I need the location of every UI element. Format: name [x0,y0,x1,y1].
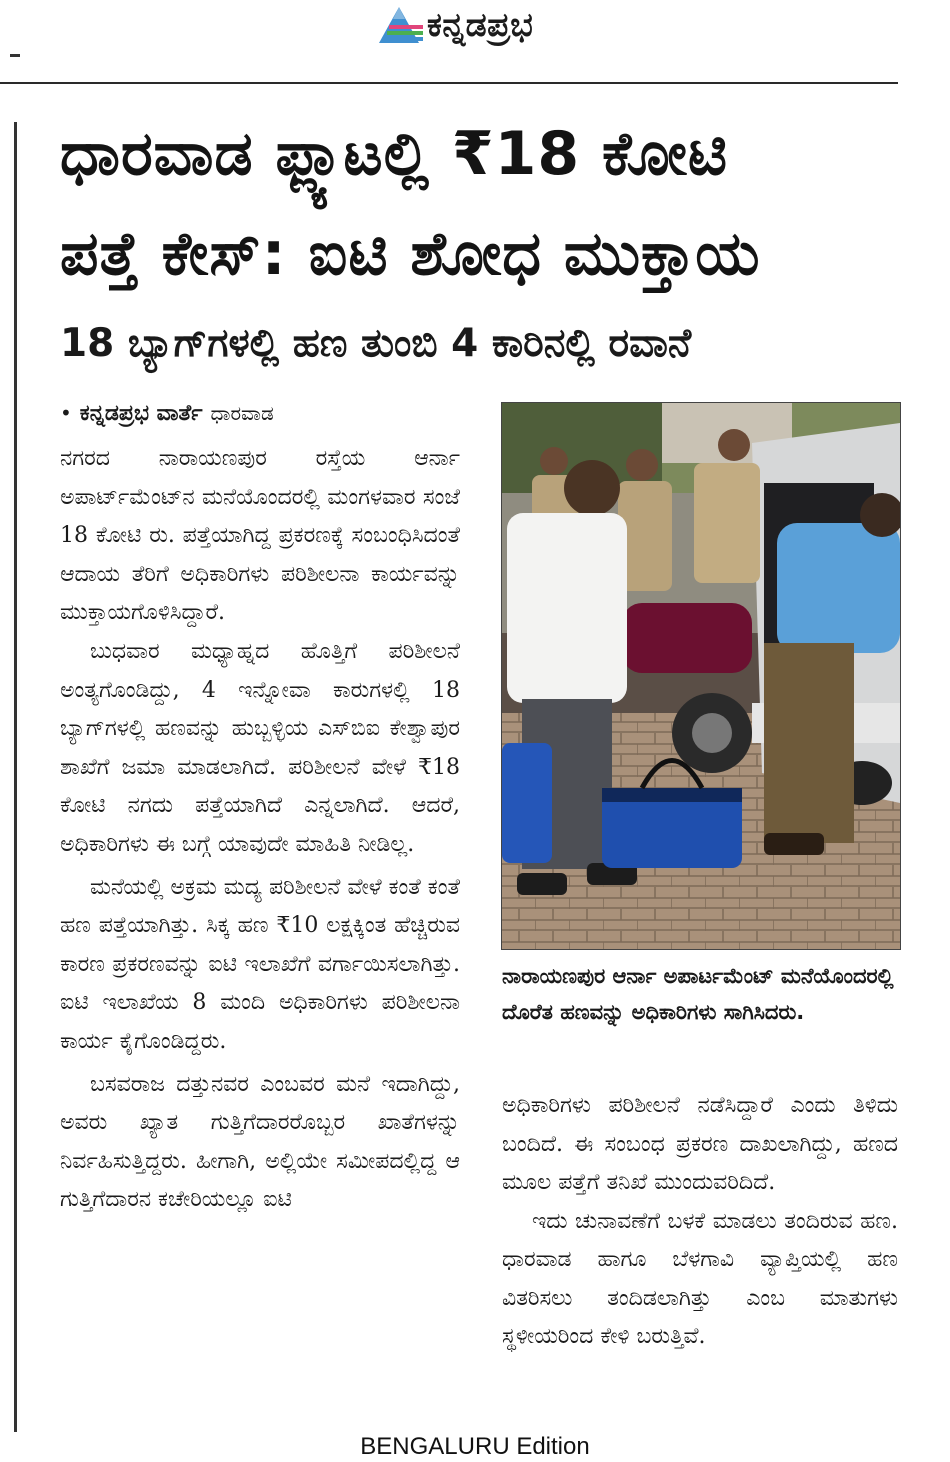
kannada-prabha-logo-icon [375,5,423,45]
masthead-brand-name: ಕನ್ನಡಪ್ರಭ [427,5,534,44]
masthead [0,0,950,82]
paragraph: ಮನೆಯಲ್ಲಿ ಅಕ್ರಮ ಮದ್ಯ ಪರಿಶೀಲನೆ ವೇಳೆ ಕಂತೆ ಕಂತೆ ಹಣ ಪತ್ತೆಯಾಗಿತ್ತು. ಸಿಕ್ಕ ಹಣ ₹10 ಲಕ್ಷಕ್ಕಿಂತ ಹೆಚ್ಚಿರುವ ಕಾರಣ ಪ್ರಕರಣವನ್ನು ಐಟಿ ಇಲಾಖೆಗೆ ವರ್ಗಾಯಿಸಲಾಗಿತ್ತು. ಐಟಿ ಇಲಾಖೆಯ 8 ಮಂದಿ ಅಧಿಕಾರಿಗಳು ಪರಿಶೀಲನಾ ಕಾರ್ಯ ಕೈಗೊಂಡಿದ್ದರು. [60,874,460,1054]
headline [60,104,900,304]
paragraph: ಇದು ಚುನಾವಣೆಗೆ ಬಳಕೆ ಮಾಡಲು ತಂದಿರುವ ಹಣ. ಧಾರವಾಡ ಹಾಗೂ ಬೆಳಗಾವಿ ವ್ಯಾಪ್ತಿಯಲ್ಲಿ ಹಣ ವಿತರಿಸಲು ತಂದಿಡಲಾಗಿತ್ತು ಎಂಬ ಮಾತುಗಳು ಸ್ಥಳೀಯರಿಂದ ಕೇಳಿ ಬರುತ್ತಿವೆ. [502,1208,898,1349]
article-body-right-column [502,1087,898,1357]
paragraph: ಬುಧವಾರ ಮಧ್ಯಾಹ್ನದ ಹೊತ್ತಿಗೆ ಪರಿಶೀಲನೆ ಅಂತ್ಯಗೊಂಡಿದ್ದು, 4 ಇನ್ನೋವಾ ಕಾರುಗಳಲ್ಲಿ 18 ಬ್ಯಾಗ್‌ಗಳಲ್ಲಿ ಹಣವನ್ನು ಹುಬ್ಬಳ್ಳಿಯ ಎಸ್‌ಬಿಐ ಕೇಶ್ವಾಪುರ ಶಾಖೆಗೆ ಜಮಾ ಮಾಡಲಾಗಿದೆ. ಪರಿಶೀಲನೆ ವೇಳೆ ₹18 ಕೋಟಿ ನಗದು ಪತ್ತೆಯಾಗಿದೆ ಎನ್ನಲಾಗಿದೆ. ಆದರೆ, ಅಧಿಕಾರಿಗಳು ಈ ಬಗ್ಗೆ ಯಾವುದೇ ಮಾಹಿತಿ ನೀಡಿಲ್ಲ. [60,638,460,857]
edition-label: BENGALURU Edition [360,1433,590,1460]
article-body-left-column [60,440,460,1220]
byline-location: ಧಾರವಾಡ [210,401,274,425]
photo-caption: ನಾರಾಯಣಪುರ ಆರ್ನಾ ಅಪಾರ್ಟಮೆಂಟ್ ಮನೆಯೊಂದರಲ್ಲಿ ದೊರೆತ ಹಣವನ್ನು ಅಧಿಕಾರಿಗಳು ಸಾಗಿಸಿದರು. [502,964,894,1024]
headline-line-1: ಧಾರವಾಡ ಫ್ಲ್ಯಾಟಲ್ಲಿ ₹18 ಕೋಟಿ [60,119,729,189]
byline-source: ಕನ್ನಡಪ್ರಭ ವಾರ್ತೆ [79,401,203,426]
masthead-divider [0,82,898,84]
paragraph: ಅಧಿಕಾರಿಗಳು ಪರಿಶೀಲನೆ ನಡೆಸಿದ್ದಾರೆ ಎಂದು ತಿಳಿದು ಬಂದಿದೆ. ಈ ಸಂಬಂಧ ಪ್ರಕರಣ ದಾಖಲಾಗಿದ್ದು, ಹಣದ ಮೂಲ ಪತ್ತೆಗೆ ತನಿಖೆ ಮುಂದುವರಿದಿದೆ. [502,1093,898,1195]
byline [60,393,460,434]
headline-line-2: ಪತ್ತೆ ಕೇಸ್: ಐಟಿ ಶೋಧ ಮುಕ್ತಾಯ [60,219,761,289]
officials-carrying-bags-photo [502,403,900,949]
subheadline: 18 ಬ್ಯಾಗ್‌ಗಳಲ್ಲಿ ಹಣ ತುಂಬಿ 4 ಕಾರಿನಲ್ಲಿ ರವಾನೆ [60,321,692,366]
column-rule [14,122,17,1432]
masthead-logo[interactable] [375,2,533,48]
news-photo [501,402,901,950]
corner-mark [10,54,20,57]
paragraph: ನಗರದ ನಾರಾಯಣಪುರ ರಸ್ತೆಯ ಆರ್ನಾ ಅಪಾರ್ಟ್‌ಮೆಂಟ್‌ನ ಮನೆಯೊಂದರಲ್ಲಿ ಮಂಗಳವಾರ ಸಂಜೆ 18 ಕೋಟಿ ರು. ಪತ್ತೆಯಾಗಿದ್ದ ಪ್ರಕರಣಕ್ಕೆ ಸಂಬಂಧಿಸಿದಂತೆ ಆದಾಯ ತೆರಿಗೆ ಅಧಿಕಾರಿಗಳು ಪರಿಶೀಲನಾ ಕಾರ್ಯವನ್ನು ಮುಕ್ತಾಯಗೊಳಿಸಿದ್ದಾರೆ. [60,446,460,626]
paragraph: ಬಸವರಾಜ ದತ್ತುನವರ ಎಂಬವರ ಮನೆ ಇದಾಗಿದ್ದು, ಅವರು ಖ್ಯಾತ ಗುತ್ತಿಗೆದಾರರೊಬ್ಬರ ಖಾತೆಗಳನ್ನು ನಿರ್ವಹಿಸುತ್ತಿದ್ದರು. ಹೀಗಾಗಿ, ಅಲ್ಲಿಯೇ ಸಮೀಪದಲ್ಲಿದ್ದ ಆ ಗುತ್ತಿಗೆದಾರನ ಕಚೇರಿಯಲ್ಲೂ ಐಟಿ [60,1071,460,1213]
byline-bullet: • [60,401,72,425]
